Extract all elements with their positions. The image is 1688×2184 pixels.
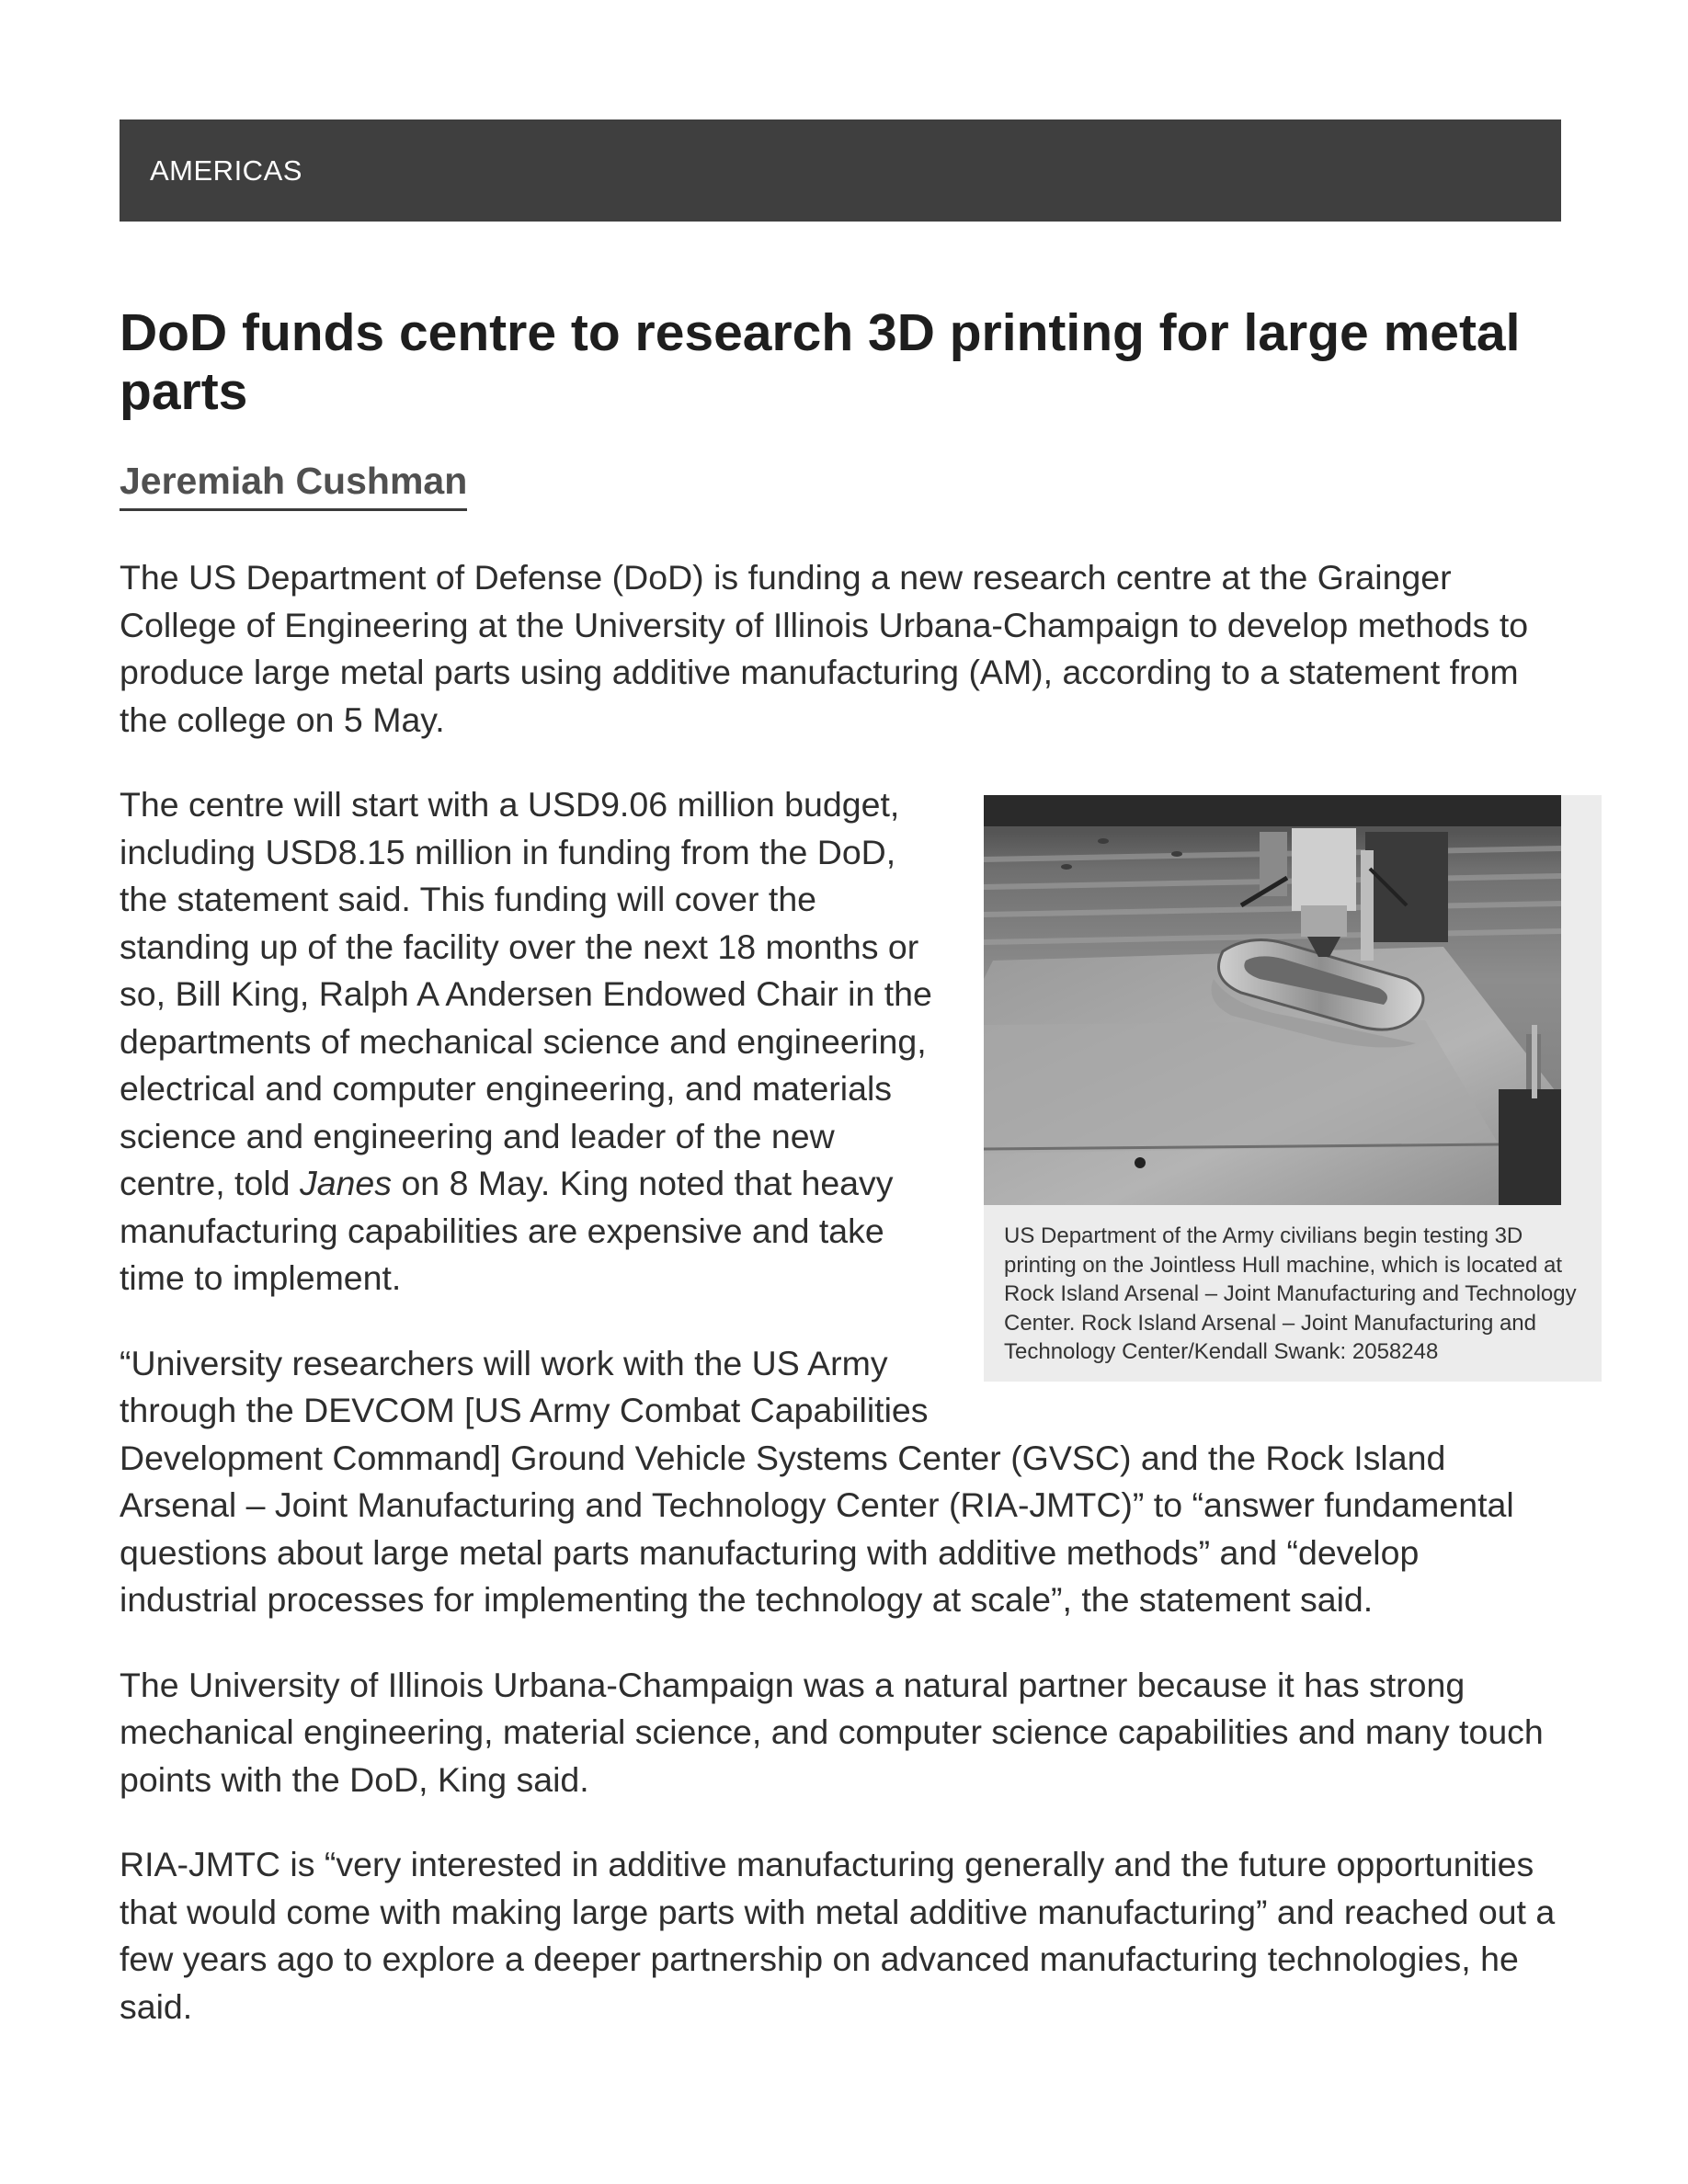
article-figure [984,795,1602,1382]
article-body [120,554,1577,2068]
paragraph-4: The University of Illinois Urbana-Champaign was a natural partner because it has strong mechanical engineering, material science, and computer science capabilities and many touch points with the DoD, King said. [120,1665,1544,1799]
figure-caption: US Department of the Army civilians begin testing 3D printing on the Jointless Hull machine, which is located at Rock Island Arsenal – Joint Manufacturing and Technology Center. Rock Island Arsenal – Joint Manufacturing and Technology Center/Kendall Swank: 2058248 [1004,1223,1577,1364]
section-label: AMERICAS [150,154,302,187]
publication-name: Janes [299,1164,393,1202]
paragraph-5: RIA-JMTC is “very interested in additive manufacturing generally and the future opportunities that would come with making large parts with metal additive manufacturing” and reached out a few years ago to explore a deeper partnership on advanced manufacturing technologies, he said. [120,1845,1556,2026]
article-headline: DoD funds centre to research 3D printing for large metal parts [120,303,1521,421]
section-header-bar [120,119,1561,222]
paragraph-3: “University researchers will work with the US Army through the DEVCOM [US Army Combat Capabilities Development Command] Ground Vehicle Systems Center (GVSC) and the Rock Island Arsenal – Joint Manufacturing and Technology Center (RIA-JMTC)” to “answer fundamental questions about large metal parts manufacturing with additive methods” and “develop industrial processes for implementing the technology at scale”, the statement said. [120,1343,1514,1619]
paragraph-2-text-end: on 8 May. King noted that heavy manufacturing capabilities are expensive and take time to implement. [120,1164,894,1297]
paragraph-1: The US Department of Defense (DoD) is funding a new research centre at the Grainger College of Engineering at the University of Illinois Urbana-Champaign to develop methods to produce large metal parts using additive manufacturing (AM), according to a statement from the college on 5 May. [120,558,1529,739]
author-byline-link[interactable]: Jeremiah Cushman [120,455,467,511]
paragraph-2-text: The centre will start with a USD9.06 million budget, including USD8.15 million in funding from the DoD, the statement said. This funding will cover the standing up of the facility over the next 18 months or so, Bill King, Ralph A Andersen Endowed Chair in the departments of mechanical science and engineering, electrical and computer engineering, and materials science and engineering and leader of the new centre, told [120,785,932,1202]
jointless-hull-photo [984,795,1561,1205]
